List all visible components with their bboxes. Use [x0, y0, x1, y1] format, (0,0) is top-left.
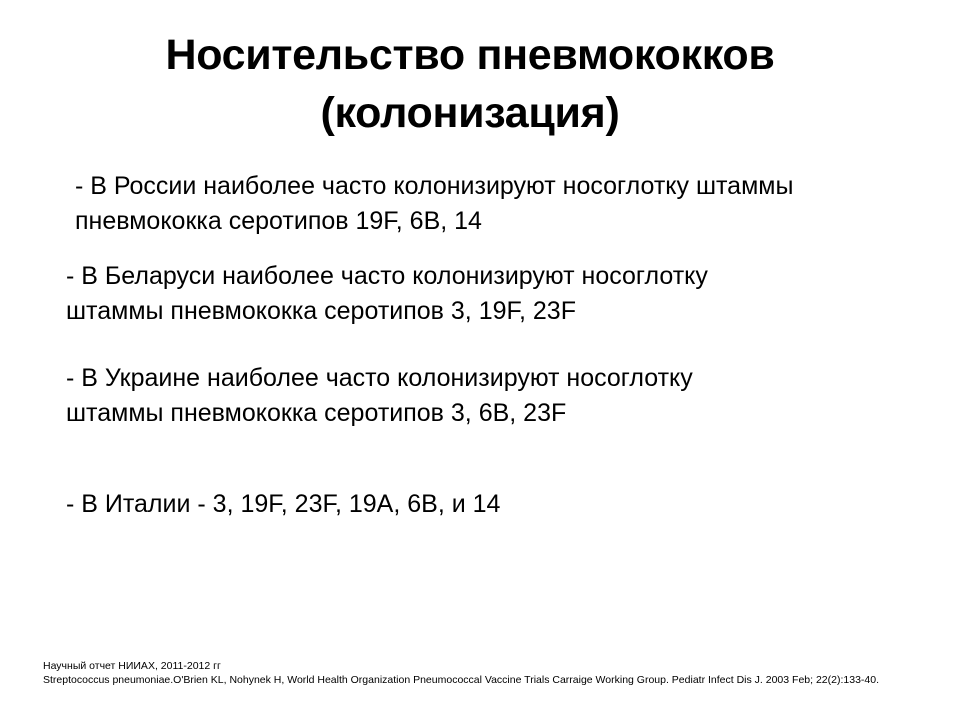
bullet-belarus-line-1: - В Беларуси наиболее часто колонизируют носоглотку — [66, 262, 708, 290]
bullet-ukraine-line-1: - В Украине наиболее часто колонизируют носоглотку — [66, 364, 693, 392]
references — [43, 659, 923, 687]
bullet-russia-line-1: - В России наиболее часто колонизируют носоглотку штаммы — [75, 172, 794, 200]
bullet-russia-line-2: пневмококка серотипов 19F, 6B, 14 — [75, 207, 482, 235]
bullet-ukraine — [66, 361, 693, 431]
slide-title-line-2: (колонизация) — [320, 89, 620, 137]
bullet-belarus — [66, 259, 708, 329]
reference-1: Научный отчет НИИАХ, 2011-2012 гг — [43, 660, 221, 672]
slide-title — [40, 26, 900, 142]
bullet-italy — [66, 487, 500, 522]
reference-2: Streptococcus pneumoniae.O'Brien KL, Nohynek H, World Health Organization Pneumococcal Vaccine Trials Carraige Working Group. Pediatr Infect Dis J. 2003 Feb; 22(2):133-40. — [43, 674, 880, 686]
slide-title-line-1: Носительство пневмококков — [165, 31, 775, 79]
bullet-belarus-line-2: штаммы пневмококка серотипов 3, 19F, 23F — [66, 297, 576, 325]
bullet-russia — [75, 169, 793, 239]
bullet-italy-line-1: - В Италии - 3, 19F, 23F, 19A, 6B, и 14 — [66, 490, 501, 518]
bullet-ukraine-line-2: штаммы пневмококка серотипов 3, 6B, 23F — [66, 399, 567, 427]
